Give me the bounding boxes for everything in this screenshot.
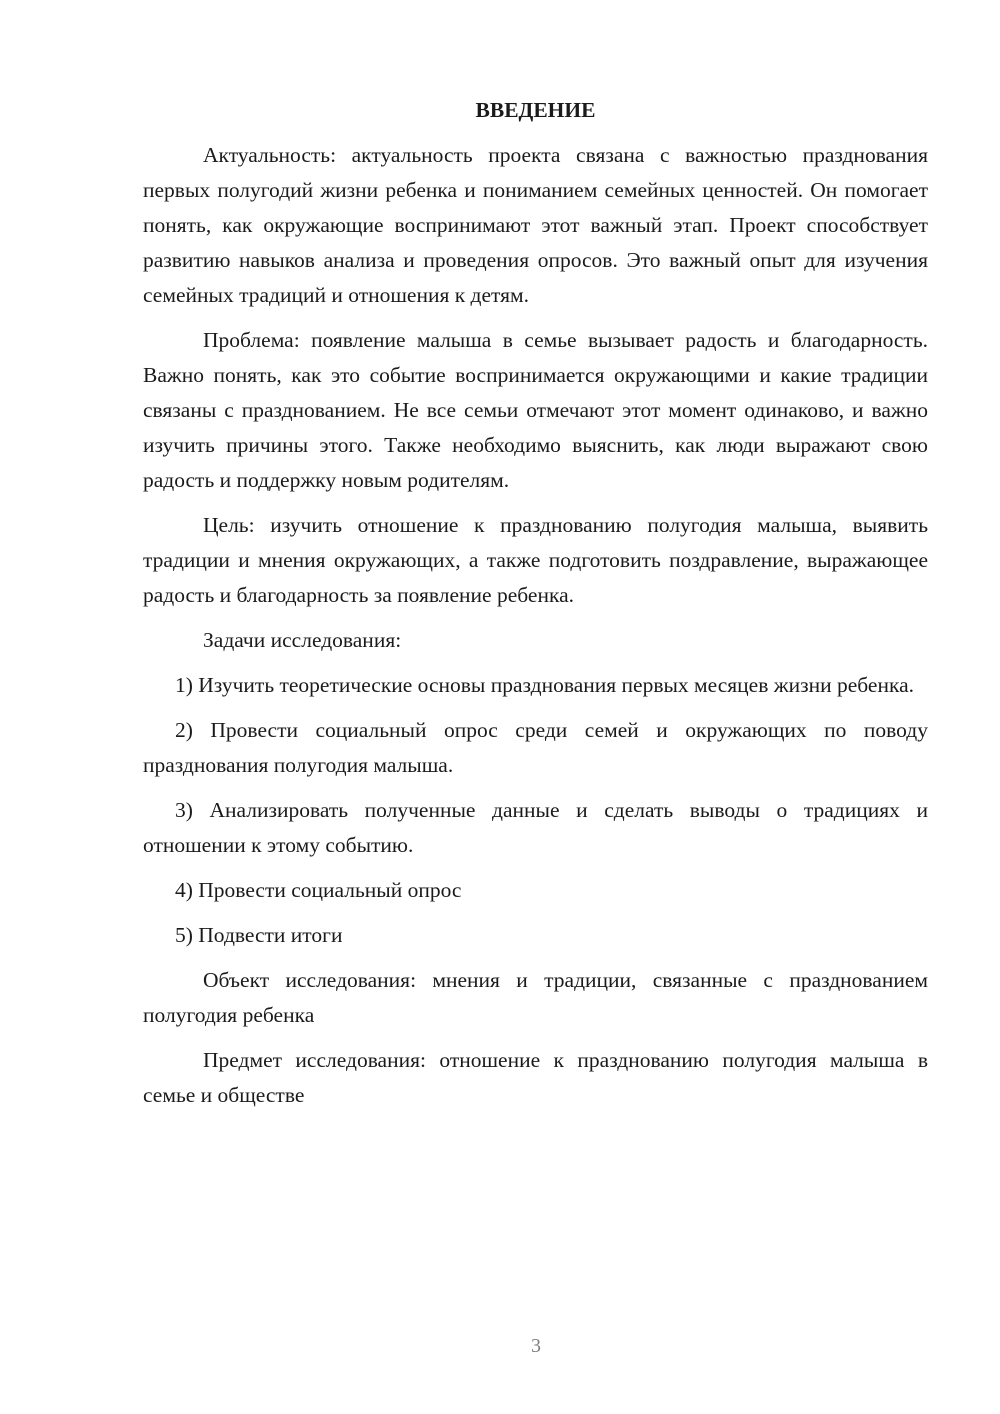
tasks-heading: Задачи исследования: — [203, 628, 402, 652]
relevance-paragraph: Актуальность: актуальность проекта связана с важностью празднования первых полугодий жизни ребенка и пониманием семейных ценностей. Он помогает понять, как окружающие воспринимают этот важный этап. Проект способствует развитию навыков анализа и проведения опросов. Это важный опыт для изучения семейных традиций и отношения к детям. — [143, 143, 928, 307]
task-item: 2) Провести социальный опрос среди семей и окружающих по поводу празднования полугодия малыша. — [143, 718, 928, 777]
task-item: 3) Анализировать полученные данные и сделать выводы о традициях и отношении к этому событию. — [143, 798, 928, 857]
subject-paragraph: Предмет исследования: отношение к празднованию полугодия малыша в семье и обществе — [143, 1048, 928, 1107]
section-title: ВВЕДЕНИЕ — [475, 98, 596, 122]
object-paragraph: Объект исследования: мнения и традиции, связанные с празднованием полугодия ребенка — [143, 968, 928, 1027]
problem-paragraph: Проблема: появление малыша в семье вызывает радость и благодарность. Важно понять, как это событие воспринимается окружающими и какие традиции связаны с празднованием. Не все семьи отмечают этот момент одинаково, и важно изучить причины этого. Также необходимо выяснить, как люди выражают свою радость и поддержку новым родителям. — [143, 328, 928, 492]
task-item: 1) Изучить теоретические основы празднования первых месяцев жизни ребенка. — [175, 673, 915, 697]
task-item: 5) Подвести итоги — [175, 923, 343, 947]
page-content — [143, 93, 928, 1113]
task-item: 4) Провести социальный опрос — [175, 878, 462, 902]
goal-paragraph: Цель: изучить отношение к празднованию полугодия малыша, выявить традиции и мнения окружающих, а также подготовить поздравление, выражающее радость и благодарность за появление ребенка. — [143, 513, 928, 607]
page-number: 3 — [531, 1335, 541, 1357]
